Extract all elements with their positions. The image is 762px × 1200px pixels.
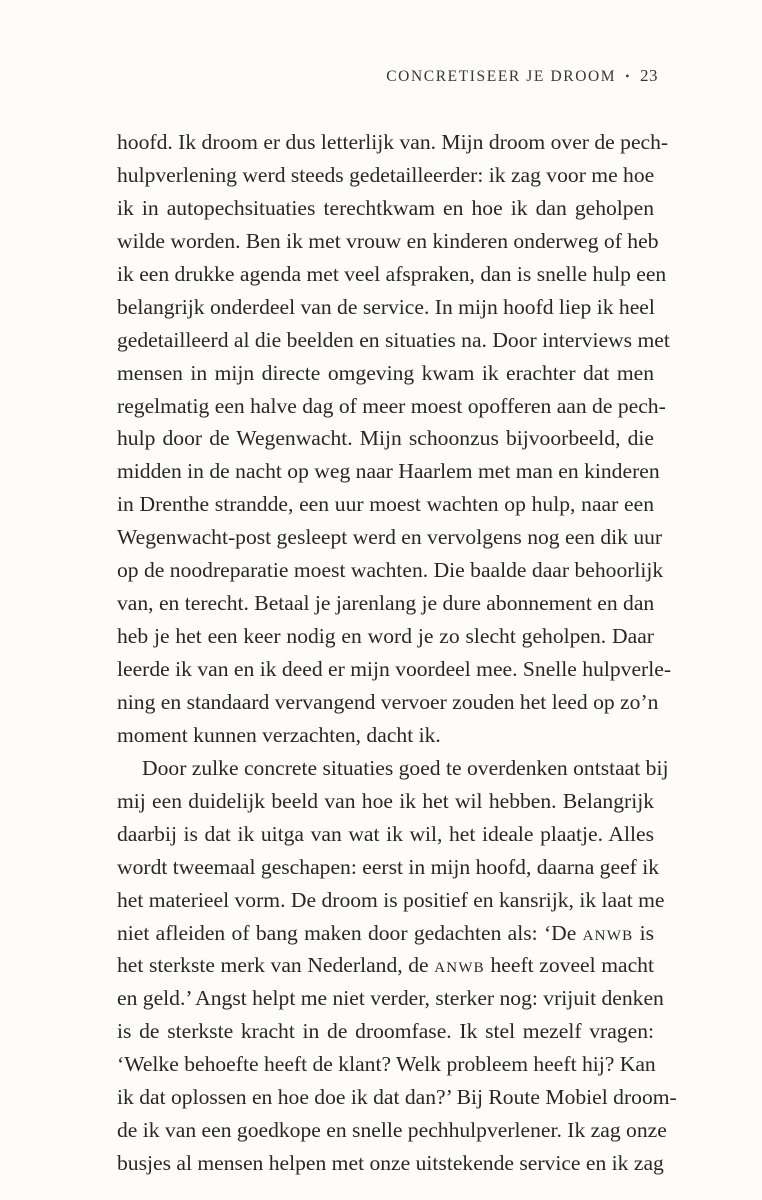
text-line: hulpverlening werd steeds gedetailleerder: ik zag voor me hoe [117,162,655,187]
small-caps-acronym: ANWB [582,927,634,944]
paragraph [117,752,677,1180]
body-text [117,126,677,1180]
chapter-title: CONCRETISEER JE DROOM [386,68,617,85]
text-line: hulp door de Wegenwacht. Mijn schoonzus bijvoorbeeld, die [117,426,654,451]
text-line: ik dat oplossen en hoe doe ik dat dan?’ Bij Route Mobiel droom- [117,1085,677,1110]
separator-bullet: • [625,69,631,83]
text-line: in Drenthe strandde, een uur moest wachten op hulp, naar een [117,492,654,517]
text-line: moment kunnen verzachten, dacht ik. [117,722,441,747]
text-line: midden in de nacht op weg naar Haarlem met man en kinderen [117,459,660,484]
text-line: ning en standaard vervangend vervoer zouden het leed op zo’n [117,689,659,714]
text-line: het sterkste merk van Nederland, de ANWB heeft zoveel macht [117,953,654,978]
text-line: belangrijk onderdeel van de service. In mijn hoofd liep ik heel [117,294,655,319]
paragraph [117,126,672,752]
text-line: daarbij is dat ik uitga van wat ik wil, het ideale plaatje. Alles [117,821,654,846]
text-line: wilde worden. Ben ik met vrouw en kinderen onderweg of heb [117,228,659,253]
text-line: de ik van een goedkope en snelle pechhulpverlener. Ik zag onze [117,1118,667,1143]
page-number: 23 [640,66,658,85]
text-line: mij een duidelijk beeld van hoe ik het wil hebben. Belangrijk [117,788,654,813]
text-line: gedetailleerd al die beelden en situaties na. Door interviews met [117,327,670,352]
text-line: Door zulke concrete situaties goed te overdenken ontstaat bij [142,755,669,780]
text-line: niet afleiden of bang maken door gedachten als: ‘De ANWB is [117,920,654,945]
running-head [386,66,658,86]
text-line: wordt tweemaal geschapen: eerst in mijn hoofd, daarna geef ik [117,854,660,879]
text-line: ‘Welke behoefte heeft de klant? Welk probleem heeft hij? Kan [117,1052,656,1077]
text-line: op de noodreparatie moest wachten. Die baalde daar behoorlijk [117,558,664,583]
text-line: Wegenwacht-post gesleept werd en vervolgens nog een dik uur [117,525,663,550]
text-line: mensen in mijn directe omgeving kwam ik erachter dat men [117,360,654,385]
text-line: busjes al mensen helpen met onze uitstekende service en ik zag [117,1151,664,1176]
text-line: ik een drukke agenda met veel afspraken, dan is snelle hulp een [117,261,667,286]
text-line: van, en terecht. Betaal je jarenlang je dure abonnement en dan [117,591,655,616]
text-line: leerde ik van en ik deed er mijn voordeel mee. Snelle hulpverle- [117,657,672,681]
text-line: heb je het een keer nodig en word je zo slecht geholpen. Daar [117,624,654,649]
text-line: hoofd. Ik droom er dus letterlijk van. Mijn droom over de pech- [117,130,669,154]
text-line: ik in autopechsituaties terechtkwam en hoe ik dan geholpen [117,195,654,220]
small-caps-acronym: ANWB [434,960,485,977]
text-line: is de sterkste kracht in de droomfase. Ik stel mezelf vragen: [117,1019,654,1044]
text-line: regelmatig een halve dag of meer moest opofferen aan de pech- [117,393,666,418]
text-line: en geld.’ Angst helpt me niet verder, sterker nog: vrijuit denken [117,986,664,1011]
text-line: het materieel vorm. De droom is positief en kansrijk, ik laat me [117,887,665,912]
